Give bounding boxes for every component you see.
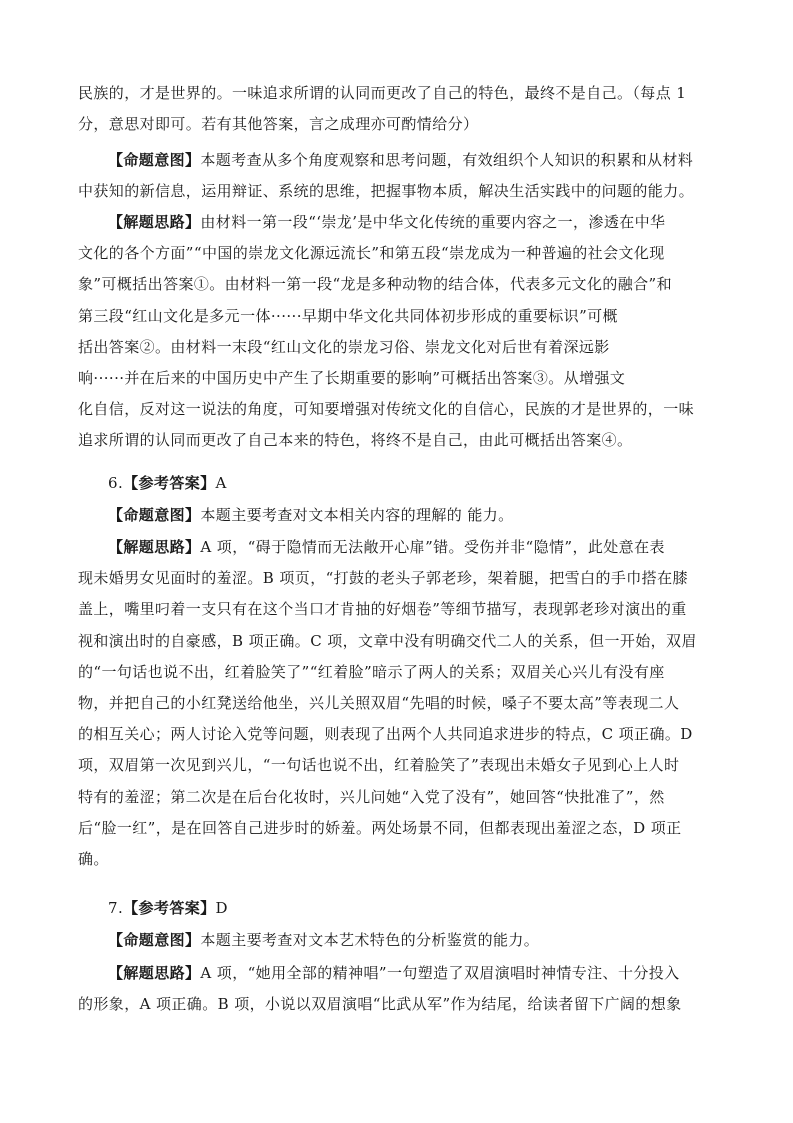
answer-value: A	[215, 474, 227, 492]
text-line: 物，并把自己的小红凳送给他坐，兴儿关照双眉“先唱的时候，嗓子不要太高”等表现二人	[78, 693, 680, 712]
text-line	[78, 468, 718, 499]
text-line: 现未婚男女见面时的羞涩。B 项页，“打鼓的老头子郭老珍，架着腿，把雪白的手巾搭在膝	[78, 569, 688, 588]
text-line: 追求所谓的认同而更改了自己本来的特色，将终不是自己，由此可概括出答案④。	[78, 431, 633, 450]
solution-paragraph-7	[78, 958, 718, 1020]
intent-paragraph-7	[78, 925, 718, 956]
text-line: 确。	[78, 849, 109, 868]
question-number: 6.	[108, 474, 124, 492]
text-line: 【命题意图】本题考查从多个角度观察和思考问题，有效组织个人知识的积累和从材料	[108, 151, 694, 169]
text-line: 化自信，反对这一说法的角度，可知要增强对传统文化的自信心，民族的才是世界的，一味	[78, 400, 695, 419]
intent-paragraph-5	[78, 145, 718, 207]
text-line: 文化的各个方面”“中国的崇龙文化源远流长”和第五段“崇龙成为一种普遍的社会文化现	[78, 244, 665, 263]
text-line: 的相互关心；两人讨论入党等问题，则表现了出两个人共同追求进步的特点，C 项正确。D	[78, 725, 693, 744]
solution-paragraph-5	[78, 207, 718, 457]
section-label: 【解题思路】	[108, 213, 201, 231]
text-line: 【命题意图】本题主要考查对文本相关内容的理解的 能力。	[108, 506, 514, 524]
text-line: 中获知的新信息，运用辩证、系统的思维，把握事物本质，解决生活实践中的问题的能力。	[78, 182, 695, 201]
text-line: 括出答案②。由材料一末段“红山文化的崇龙习俗、崇龙文化对后世有着深远影	[78, 337, 610, 356]
text-line: 盖上，嘴里叼着一支只有在这个当口才肯抽的好烟卷”等细节描写，表现郭老珍对演出的重	[78, 600, 687, 619]
text-line: 分，意思对即可。若有其他答案，言之成理亦可酌情给分）	[78, 115, 479, 134]
answer-continuation	[78, 78, 718, 140]
answer-value: D	[215, 899, 228, 917]
text-line: 的“一句话也说不出，红着脸笑了”“红着脸”暗示了两人的关系；双眉关心兴儿有没有座	[78, 662, 665, 681]
section-label: 【解题思路】	[108, 538, 201, 556]
question-6-answer	[78, 468, 718, 499]
text-line: 项，双眉第一次见到兴儿，“一句话也说不出，红着脸笑了”表现出未婚女子见到心上人时	[78, 756, 680, 775]
text-line: 的形象，A 项正确。B 项，小说以双眉演唱“比武从军”作为结尾，给读者留下广阔的想象	[78, 995, 682, 1014]
section-label: 【参考答案】	[123, 474, 216, 492]
text-line: 【解题思路】A 项，“她用全部的精神唱”一句塑造了双眉演唱时神情专注、十分投入	[108, 964, 680, 982]
section-label: 【命题意图】	[108, 931, 201, 949]
question-number: 7.	[108, 899, 124, 917]
text-line: 第三段“红山文化是多元一体······早期中华文化共同体初步形成的重要标识”可概	[78, 306, 618, 325]
text-line: 【命题意图】本题主要考查对文本艺术特色的分析鉴赏的能力。	[108, 931, 540, 949]
section-label: 【命题意图】	[108, 151, 201, 169]
text-line: 【解题思路】由材料一第一段“‘崇龙’是中华文化传统的重要内容之一，渗透在中华	[108, 213, 666, 231]
text-line: 特有的羞涩；第二次是在后台化妆时，兴儿问她“入党了没有”，她回答“快批准了”，然	[78, 787, 665, 806]
text-line	[78, 893, 718, 924]
text-line: 【解题思路】A 项，“碍于隐情而无法敞开心扉”错。受伤并非“隐情”，此处意在表	[108, 538, 665, 556]
text-line: 后“脸一红”，是在回答自己进步时的娇羞。两处场景不同，但都表现出羞涩之态，D 项正	[78, 818, 682, 837]
solution-paragraph-6	[78, 532, 718, 875]
intent-paragraph-6	[78, 500, 718, 531]
question-7-answer	[78, 893, 718, 924]
text-line: 象”可概括出答案①。由材料一第一段“龙是多种动物的结合体，代表多元文化的融合”和	[78, 275, 673, 294]
section-label: 【解题思路】	[108, 964, 201, 982]
section-label: 【参考答案】	[123, 899, 216, 917]
text-line: 响······并在后来的中国历史中产生了长期重要的影响”可概括出答案③。从增强文	[78, 368, 626, 387]
section-label: 【命题意图】	[108, 506, 201, 524]
text-line: 视和演出时的自豪感，B 项正确。C 项，文章中没有明确交代二人的关系，但一开始，双眉	[78, 631, 697, 650]
text-line: 民族的，才是世界的。一味追求所谓的认同而更改了自己的特色，最终不是自己。（每点 1	[78, 84, 687, 102]
